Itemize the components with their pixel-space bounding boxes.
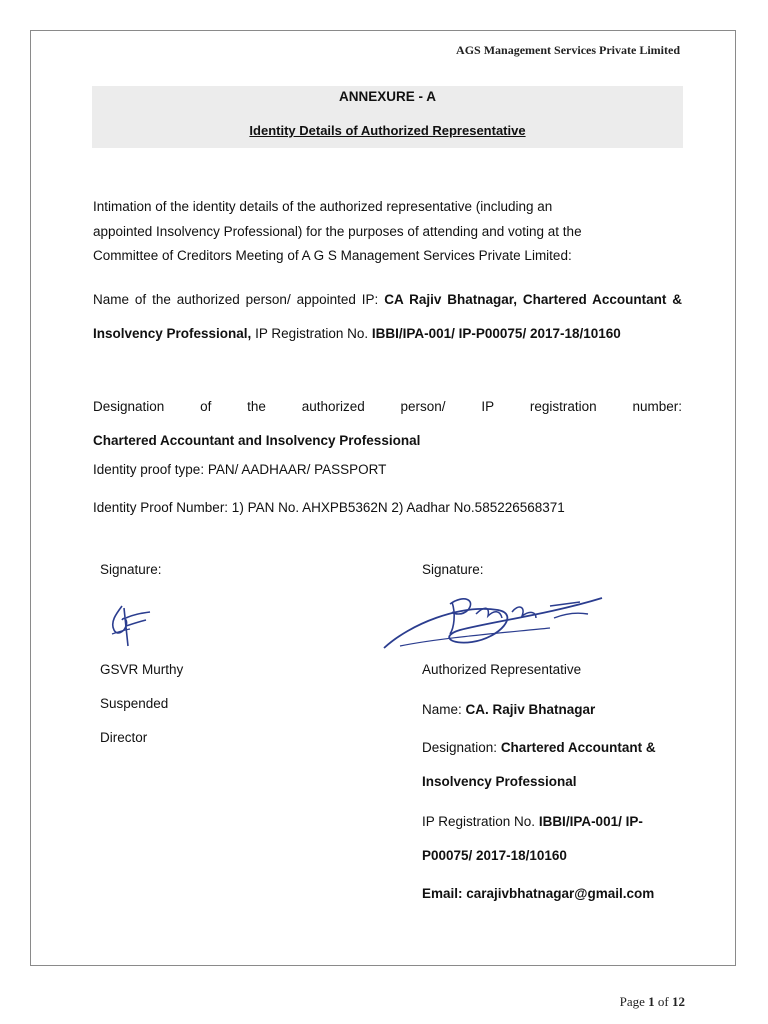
left-signatory-title-line: Director — [100, 730, 148, 745]
registration-number: IBBI/IPA-001/ IP-P00075/ 2017-18/10160 — [371, 325, 621, 341]
authorized-person-paragraph — [93, 283, 682, 350]
designation-label-word: IP — [481, 399, 495, 414]
intro-paragraph — [93, 195, 682, 269]
designation-label-row — [93, 390, 682, 424]
page-number — [620, 994, 685, 1010]
of-word: of — [654, 994, 672, 1009]
right-signatory-name: CA. Rajiv Bhatnagar — [465, 702, 596, 717]
registration-label: IP Registration No. — [251, 325, 372, 341]
page-word: Page — [619, 994, 649, 1009]
designation-label-word: number: — [632, 399, 682, 414]
designation-label-word: Designation — [93, 399, 165, 414]
right-signatory-registration-row — [422, 814, 643, 829]
identity-proof-number: Identity Proof Number: 1) PAN No. AHXPB5362N 2) Aadhar No.585226568371 — [93, 500, 565, 515]
designation-label-word: authorized — [301, 399, 365, 414]
annexure-heading-box — [92, 86, 683, 148]
right-signature-mark — [380, 584, 610, 656]
total-pages: 12 — [672, 994, 685, 1009]
designation-label-word: the — [247, 399, 266, 414]
identity-proof-type: Identity proof type: PAN/ AADHAAR/ PASSPORT — [93, 462, 387, 477]
designation-paragraph — [93, 390, 682, 458]
annexure-title: ANNEXURE - A — [338, 89, 436, 104]
right-signatory-designation-row — [422, 740, 656, 755]
annexure-subtitle: Identity Details of Authorized Representative — [249, 123, 526, 138]
right-signatory-role: Authorized Representative — [422, 662, 582, 677]
designation-label-word: registration — [529, 399, 597, 414]
authorized-person-label: Name of the authorized person/ appointed IP: — [93, 292, 385, 307]
right-signature-label: Signature: — [422, 562, 484, 577]
authorized-person-name: CA Rajiv Bhatnagar, Chartered Accountant & Insolvency Professional, — [93, 292, 682, 341]
current-page: 1 — [648, 994, 655, 1009]
designation-value: Chartered Accountant and Insolvency Professional — [93, 433, 421, 448]
right-signatory-registration-cont: P00075/ 2017-18/10160 — [422, 848, 567, 863]
right-signatory-designation: Chartered Accountant & — [500, 740, 656, 755]
right-signatory-registration: IBBI/IPA-001/ IP- — [538, 814, 643, 829]
right-signatory-designation-cont: Insolvency Professional — [422, 774, 577, 789]
left-signature-label: Signature: — [100, 562, 162, 577]
left-signatory-name: GSVR Murthy — [100, 662, 184, 677]
right-signatory-email: Email: carajivbhatnagar@gmail.com — [422, 886, 655, 901]
left-signatory-title-line: Suspended — [100, 696, 169, 711]
designation-label-word: person/ — [400, 399, 446, 414]
right-signatory-designation-label: Designation: — [422, 740, 501, 755]
intro-line: Committee of Creditors Meeting of A G S Management Services Private Limited: — [93, 248, 572, 263]
designation-label-word: of — [200, 399, 212, 414]
intro-line: Intimation of the identity details of the authorized representative (including an — [93, 199, 553, 214]
intro-line: appointed Insolvency Professional) for the purposes of attending and voting at the — [93, 223, 582, 239]
right-signatory-name-label: Name: — [422, 702, 466, 717]
header-company-name: AGS Management Services Private Limited — [456, 43, 680, 57]
left-signature-mark — [102, 600, 162, 652]
right-signatory-name-row — [422, 702, 595, 717]
right-signatory-registration-label: IP Registration No. — [422, 814, 539, 829]
